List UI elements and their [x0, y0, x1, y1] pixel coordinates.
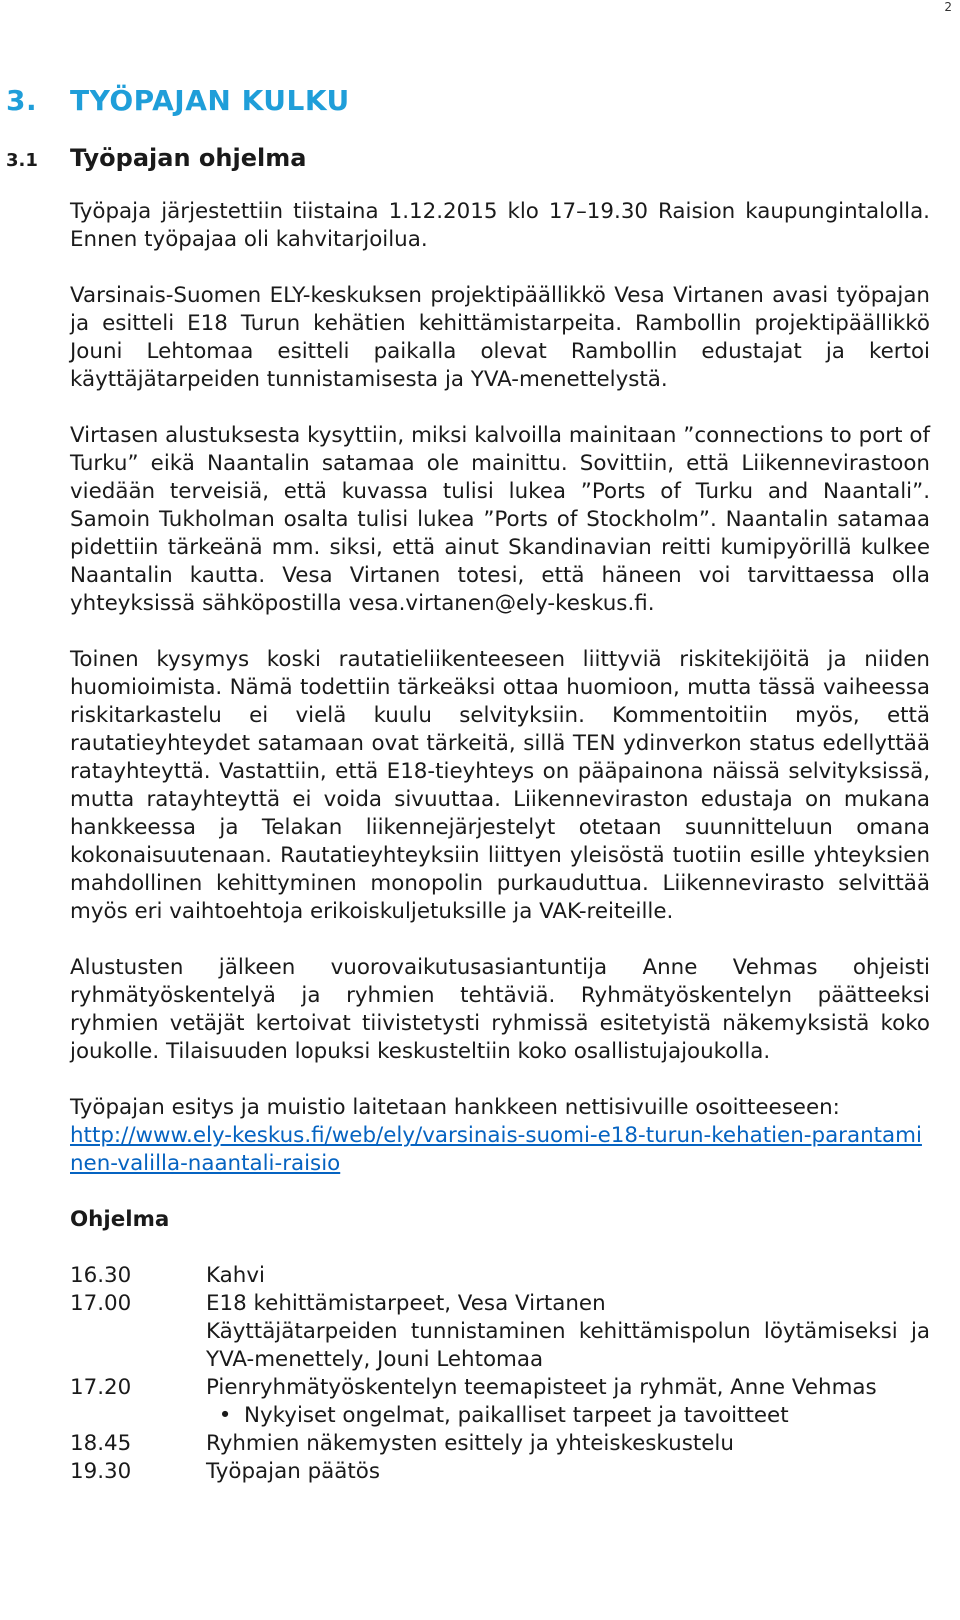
program-item-text: Pienryhmätyöskentelyn teemapisteet ja ryhmät, Anne Vehmas	[206, 1375, 877, 1400]
program-bullet	[206, 1402, 930, 1430]
program-item	[206, 1290, 930, 1374]
program-item	[206, 1430, 930, 1458]
program-row	[70, 1458, 930, 1486]
program-item-text: Käyttäjätarpeiden tunnistaminen kehittämispolun löytämiseksi ja YVA-menettely, Jouni Lehtomaa	[206, 1319, 930, 1372]
program-item	[206, 1458, 930, 1486]
program-bullet-text: Nykyiset ongelmat, paikalliset tarpeet ja tavoitteet	[244, 1403, 789, 1428]
program-item-text: Työpajan päätös	[206, 1459, 380, 1484]
program-time: 16.30	[70, 1263, 132, 1288]
subsection-heading	[6, 144, 306, 172]
program-list	[70, 1262, 930, 1486]
paragraph-groupwork: Alustusten jälkeen vuorovaikutusasiantuntija Anne Vehmas ohjeisti ryhmätyöskentelyä ja ryhmien tehtäviä. Ryhmätyöskentelyn päätteeksi ryhmien vetäjät kertoivat tiivistetysti ryhmissä esitetyistä näkemyksistä koko joukolle. Tilaisuuden lopuksi keskusteltiin koko osallistujajoukolla.	[70, 955, 930, 1064]
program-row	[70, 1430, 930, 1458]
program-time: 17.20	[70, 1375, 132, 1400]
paragraph-ports: Virtasen alustuksesta kysyttiin, miksi kalvoilla mainitaan ”connections to port of Turku” eikä Naantalin satamaa ole mainittu. Sovittiin, että Liikennevirastoon viedään terveisiä, että kuvassa tulisi lukea ”Ports of Turku and Naantali”. Samoin Tukholman osalta tulisi lukea ”Ports of Stockholm”. Naantalin satamaa pidettiin tärkeänä mm. siksi, että ainut Skandinavian reitti kumipyörillä kulkee Naantalin kautta. Vesa Virtanen totesi, että häneen voi tarvittaessa olla yhteyksissä sähköpostilla vesa.virtanen@ely-keskus.fi.	[70, 423, 930, 616]
program-row	[70, 1290, 930, 1374]
project-website-link[interactable]: http://www.ely-keskus.fi/web/ely/varsinais-suomi-e18-turun-kehatien-parantaminen-valilla-naantali-raisio	[70, 1123, 922, 1176]
section-heading	[6, 84, 350, 117]
section-number: 3.	[6, 84, 38, 117]
program-item-text: Ryhmien näkemysten esittely ja yhteiskeskustelu	[206, 1431, 734, 1456]
program-item	[206, 1262, 930, 1290]
document-body	[70, 198, 930, 1486]
paragraph-intro: Työpaja järjestettiin tiistaina 1.12.2015 klo 17–19.30 Raision kaupungintalolla. Ennen työpajaa oli kahvitarjoilua.	[70, 199, 930, 252]
section-title: TYÖPAJAN KULKU	[70, 84, 350, 117]
program-row	[70, 1262, 930, 1290]
program-time: 19.30	[70, 1459, 132, 1484]
paragraph-website	[70, 1094, 930, 1178]
program-time: 18.45	[70, 1431, 132, 1456]
program-item-text: E18 kehittämistarpeet, Vesa Virtanen	[206, 1291, 606, 1316]
program-time: 17.00	[70, 1291, 132, 1316]
program-title: Ohjelma	[70, 1207, 170, 1232]
program-item-text: Kahvi	[206, 1263, 265, 1288]
subsection-title: Työpajan ohjelma	[70, 144, 307, 172]
bullet-icon: •	[218, 1403, 232, 1428]
program-item	[206, 1374, 930, 1430]
program-row	[70, 1374, 930, 1430]
website-intro-text: Työpajan esitys ja muistio laitetaan hankkeen nettisivuille osoitteeseen:	[70, 1095, 840, 1120]
subsection-number: 3.1	[6, 150, 38, 171]
paragraph-opening: Varsinais-Suomen ELY-keskuksen projektipäällikkö Vesa Virtanen avasi työpajan ja esitteli E18 Turun kehätien kehittämistarpeita. Rambollin projektipäällikkö Jouni Lehtomaa esitteli paikalla olevat Rambollin edustajat ja kertoi käyttäjätarpeiden tunnistamisesta ja YVA-menettelystä.	[70, 283, 930, 392]
page-number: 2	[944, 0, 952, 14]
paragraph-railway: Toinen kysymys koski rautatieliikenteeseen liittyviä riskitekijöitä ja niiden huomioimista. Nämä todettiin tärkeäksi ottaa huomioon, mutta tässä vaiheessa riskitarkastelu ei vielä kuulu selvityksiin. Kommentoitiin myös, että rautatieyhteydet satamaan ovat tärkeitä, sillä TEN ydinverkon status edellyttää ratayhteyttä. Vastattiin, että E18-tieyhteys on pääpainona näissä selvityksissä, mutta ratayhteyttä ei voida sivuuttaa. Liikenneviraston edustaja on mukana hankkeessa ja Telakan liikennejärjestelyt otetaan suunnitteluun omana kokonaisuutenaan. Rautatieyhteyksiin liittyen yleisöstä tuotiin esille yhteyksien mahdollinen kehittyminen monopolin purkauduttua. Liikennevirasto selvittää myös eri vaihtoehtoja erikoiskuljetuksille ja VAK-reiteille.	[70, 647, 930, 924]
